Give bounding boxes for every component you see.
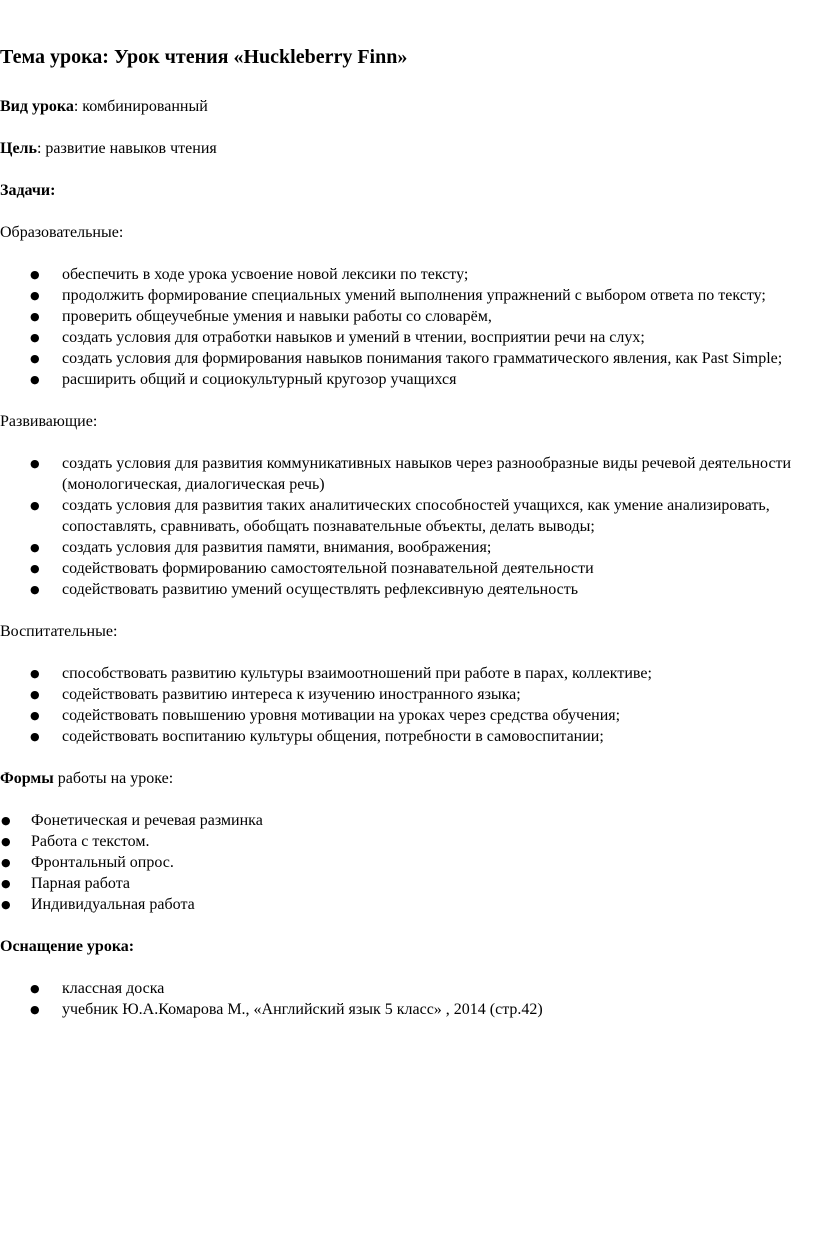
lesson-type-label: Вид урока: [0, 98, 74, 115]
bullet-icon: ●: [30, 457, 40, 470]
bullet-icon: ●: [1, 877, 11, 890]
educational-list: [0, 264, 816, 390]
goal-value: : развитие навыков чтения: [36, 140, 217, 157]
bullet-icon: ●: [30, 268, 40, 281]
bullet-icon: ●: [30, 583, 40, 596]
bullet-icon: ●: [30, 709, 40, 722]
list-item: ● классная доска: [30, 980, 165, 997]
document-page: [0, 44, 816, 1020]
bullet-icon: ●: [30, 352, 40, 365]
list-item: ● Работа с текстом.: [1, 833, 150, 850]
list-item: ● создать условия для развития таких аналитических способностей учащихся, как умение анализировать, сопоставлять, сравнивать, обобщать познавательные объекты, делать выводы;: [30, 497, 770, 535]
bullet-icon: ●: [30, 373, 40, 386]
list-item: ● содействовать формированию самостоятельной познавательной деятельности: [30, 560, 594, 577]
list-item: ● создать условия для развития коммуникативных навыков через разнообразные виды речевой деятельности (монологическая, диалогическая речь): [30, 455, 792, 493]
list-item: ● создать условия для развития памяти, внимания, воображения;: [30, 539, 492, 556]
list-item: ● расширить общий и социокультурный кругозор учащихся: [30, 371, 457, 388]
developing-heading: Развивающие:: [0, 413, 98, 430]
bullet-icon: ●: [1, 814, 11, 827]
bullet-icon: ●: [30, 310, 40, 323]
list-item: ● Фонетическая и речевая разминка: [1, 812, 263, 829]
bullet-icon: ●: [30, 541, 40, 554]
equipment-list: [0, 978, 816, 1020]
bullet-icon: ●: [1, 835, 11, 848]
lesson-type-line: [0, 96, 816, 117]
bullet-icon: ●: [30, 499, 40, 512]
list-item: ● содействовать развитию умений осуществлять рефлексивную деятельность: [30, 581, 579, 598]
forms-rest: работы на уроке:: [53, 770, 174, 787]
list-item: ● Фронтальный опрос.: [1, 854, 174, 871]
bullet-icon: ●: [30, 688, 40, 701]
bullet-icon: ●: [30, 730, 40, 743]
list-item: ● обеспечить в ходе урока усвоение новой лексики по тексту;: [30, 266, 469, 283]
goal-label: Цель: [0, 140, 37, 157]
bullet-icon: ●: [1, 898, 11, 911]
lesson-type-value: : комбинированный: [73, 98, 208, 115]
forms-label: Формы: [0, 770, 54, 787]
bullet-icon: ●: [30, 1003, 40, 1016]
bullet-icon: ●: [1, 856, 11, 869]
educational-heading: Образовательные:: [0, 224, 124, 241]
list-item: ● проверить общеучебные умения и навыки работы со словарём,: [30, 308, 492, 325]
list-item: ● продолжить формирование специальных умений выполнения упражнений с выбором ответа по тексту;: [30, 287, 766, 304]
upbringing-heading: Воспитательные:: [0, 623, 118, 640]
list-item: ● создать условия для отработки навыков и умений в чтении, восприятии речи на слух;: [30, 329, 645, 346]
bullet-icon: ●: [30, 562, 40, 575]
developing-list: [0, 453, 816, 600]
forms-heading: [0, 768, 816, 789]
list-item: ● содействовать развитию интереса к изучению иностранного языка;: [30, 686, 521, 703]
list-item: ● создать условия для формирования навыков понимания такого грамматического явления, как Past Simple;: [30, 350, 783, 367]
list-item: ● учебник Ю.А.Комарова М., «Английский язык 5 класс» , 2014 (стр.42): [30, 1001, 543, 1018]
list-item: ● содействовать воспитанию культуры общения, потребности в самовоспитании;: [30, 728, 604, 745]
list-item: ● содействовать повышению уровня мотивации на уроках через средства обучения;: [30, 707, 621, 724]
bullet-icon: ●: [30, 289, 40, 302]
bullet-icon: ●: [30, 331, 40, 344]
bullet-icon: ●: [30, 667, 40, 680]
equipment-heading: Оснащение урока:: [0, 938, 135, 955]
bullet-icon: ●: [30, 982, 40, 995]
list-item: ● способствовать развитию культуры взаимоотношений при работе в парах, коллективе;: [30, 665, 652, 682]
list-item: ● Индивидуальная работа: [1, 896, 195, 913]
tasks-heading: Задачи:: [0, 182, 56, 199]
list-item: ● Парная работа: [1, 875, 130, 892]
upbringing-list: [0, 663, 816, 747]
lesson-title: Тема урока: Урок чтения «Huckleberry Finn»: [0, 46, 408, 68]
goal-line: [0, 138, 816, 159]
forms-list: [0, 810, 816, 915]
